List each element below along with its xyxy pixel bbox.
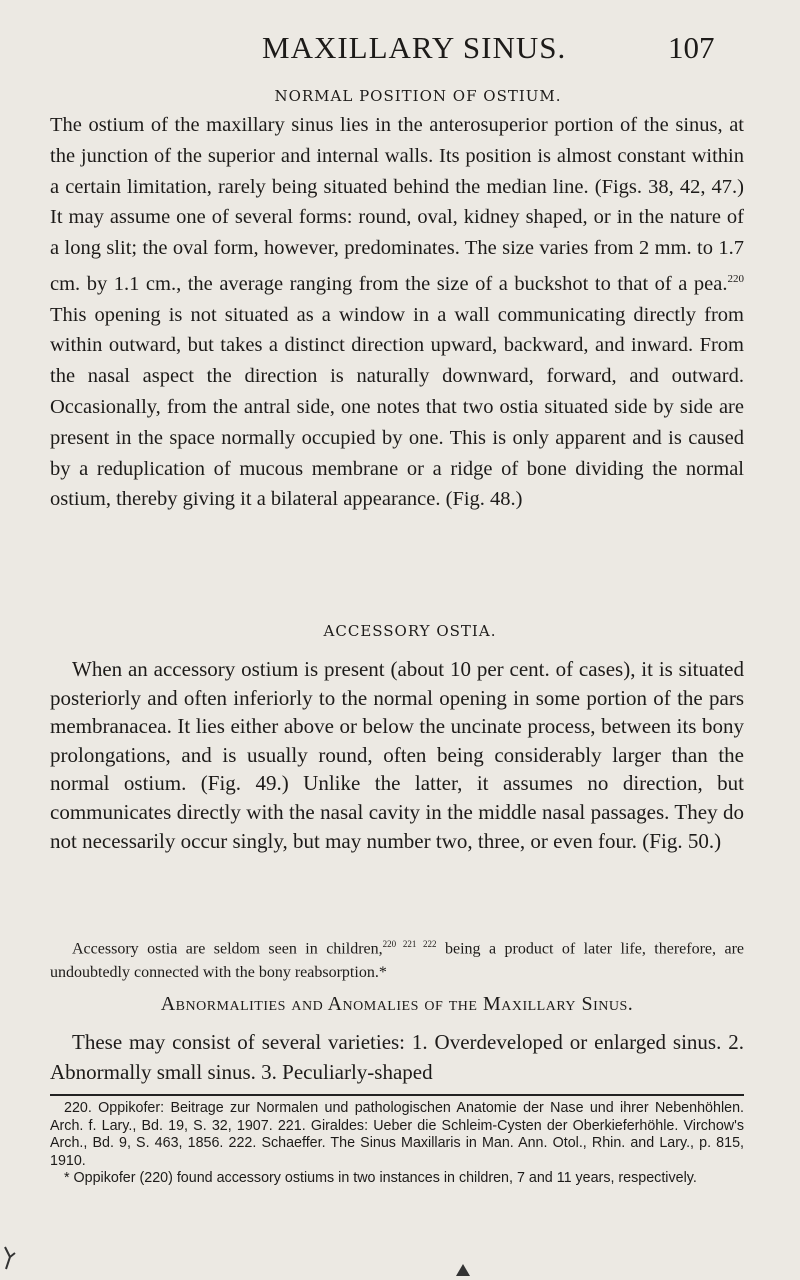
paragraph-text <box>50 110 744 515</box>
page-number: 107 <box>668 30 715 65</box>
reference-superscripts: 220 221 222 <box>382 939 437 949</box>
paragraph-normal-position <box>50 110 744 515</box>
section-heading-accessory-ostia: ACCESSORY OSTIA. <box>323 622 497 640</box>
footnote-rule <box>50 1094 744 1096</box>
paragraph-part-2: This opening is not situated as a window in a wall communicating directly from within outward, but takes a distinct direction upward, backward, and inward. From the nasal aspect the direction is naturally downward, forward, and outward. Occasionally, from the antral side, one notes that two ostia situated side by side are present in the space normally occupied by one. This is only apparent and is caused by a reduplication of mucous membrane or a ridge of bone dividing the normal ostium, thereby giving it a bilateral appearance. (Fig. 48.) <box>50 303 744 511</box>
running-head-title: MAXILLARY SINUS. <box>262 30 567 65</box>
reference-superscript: 220 <box>727 272 744 285</box>
section-heading-normal-position: NORMAL POSITION OF OSTIUM. <box>274 87 562 105</box>
paragraph-abnormalities <box>50 1027 744 1087</box>
paragraph-part-1: The ostium of the maxillary sinus lies in the anterosuperior portion of the sinus, at the junction of the superior and internal walls. Its position is almost constant within a certain limitation, rarely being situated behind the median line. (Figs. 38, 42, 47.) It may assume one of several forms: round, oval, kidney shaped, or in the nature of a long slit; the oval form, however, predominates. The size varies from 2 mm. to 1.7 cm. by 1.1 cm., the average ranging from the size of a buckshot to that of a pea. <box>50 114 744 295</box>
running-head <box>0 30 800 70</box>
paragraph-text: These may consist of several varieties: 1. Overdeveloped or enlarged sinus. 2. Abnormally small sinus. 3. Peculiarly-shaped <box>50 1030 744 1084</box>
small-print-paragraph <box>50 932 744 985</box>
footnote-star: * Oppikofer (220) found accessory ostiums in two instances in children, 7 and 11 years, respectively. <box>64 1170 697 1186</box>
scan-mark-icon <box>2 1243 18 1273</box>
scan-blot-icon <box>452 1260 474 1278</box>
small-print-part-2: being a product of later life, therefore, are undoubtedly connected with the bony reabsorption.* <box>50 940 745 982</box>
footnotes <box>50 1100 744 1188</box>
paragraph-accessory-ostia <box>50 655 744 855</box>
paragraph-text: When an accessory ostium is present (about 10 per cent. of cases), it is situated posteriorly and often inferiorly to the normal opening in some portion of the pars membranacea. It lies either above or below the uncinate process, between its bony prolongations, and is usually round, often being considerably larger than the normal ostium. (Fig. 49.) Unlike the latter, it assumes no direction, but communicates directly with the nasal cavity in the middle nasal passages. They do not necessarily occur singly, but may number two, three, or even four. (Fig. 50.) <box>50 657 744 853</box>
section-heading-abnormalities: Abnormalities and Anomalies of the Maxillary Sinus. <box>160 993 634 1015</box>
small-print-part-1: Accessory ostia are seldom seen in children, <box>72 940 383 958</box>
small-print-text <box>50 932 744 985</box>
footnote-references: 220. Oppikofer: Beitrage zur Normalen und pathologischen Anatomie der Nase und ihrer Nebenhöhlen. Arch. f. Lary., Bd. 19, S. 32, 1907. 221. Giraldes: Ueber die Schleim-Cysten der Oberkieferhöhle. Virchow's Arch., Bd. 9, S. 463, 1856. 222. Schaeffer. The Sinus Maxillaris in Man. Ann. Otol., Rhin. and Lary., p. 815, 1910. <box>50 1100 744 1169</box>
